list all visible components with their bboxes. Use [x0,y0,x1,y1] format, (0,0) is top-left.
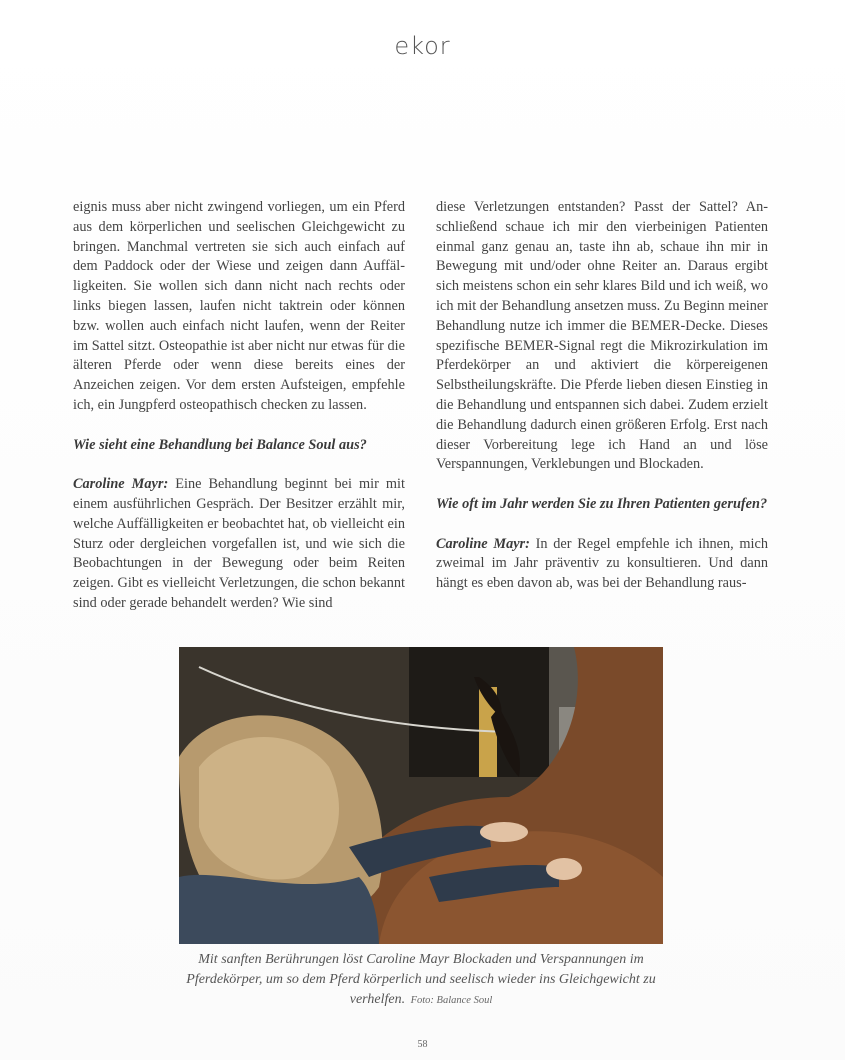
caption-text: Mit sanften Berührungen löst Caroline Mayr Blockaden und Verspannungen im Pferdekörper, um so dem Pferd körperlich und seelisch wieder ins Gleichgewicht zu verhelfen. [186,952,656,1007]
paragraph: diese Verletzungen entstanden? Passt der Sattel? Anschließend schaue ich mir den vierbeinigen Patienten einmal ganz genau an, taste ihn ab, schaue ihn mir in Bewegung mit und/oder ohne Reiter an. Daraus ergibt sich meistens schon ein sehr klares Bild und ich weiß, wo ich mit der Behandlung ansetzen muss. Zu Beginn meiner Behandlung nutze ich immer die BEMER-Decke. Dieses spezifische BEMER-Signal regt die Mikrozirkulation im Pferdekörper an und aktiviert die körpereigenen Selbstheilungskräfte. Die Pferde lieben diesen Einstieg in die Behandlung und entspannen sich dabei. Zudem erzielt die Behandlung dadurch einen größeren Erfolg. Erst nach dieser Vorbereitung lege ich Hand an und löse Verspannungen, Verklebungen und Blockaden. [436,199,768,473]
article-column-left [73,198,405,614]
page-number: 58 [417,1039,428,1050]
interview-question: Wie sieht eine Behandlung bei Balance Soul aus? [73,436,367,453]
photo-credit: Foto: Balance Soul [410,995,493,1006]
speaker-name: Caroline Mayr: [436,535,530,552]
magazine-logo: ekor [394,32,451,60]
paragraph: eignis muss aber nicht zwingend vorliegen, um ein Pferd aus dem körperlichen und seelischen Gleichgewicht zu bringen. Manchmal vertreten sie sich auch einfach auf dem Paddock oder der Wiese und zeigen dann Auffälligkeiten. Sie wollen sich dann nicht nach rechts oder links biegen lassen, laufen nicht taktrein oder können bzw. wollen auch einfach nicht laufen, wenn der Reiter im Sattel sitzt. Osteopathie ist aber nicht nur etwas für die älteren Pferde oder wenn diese bereits eines der Anzeichen zeigen. Vor dem ersten Aufsteigen, empfehle ich, ein Jungpferd osteopathisch checken zu lassen. [73,199,405,413]
interview-answer [436,535,768,594]
speaker-name: Caroline Mayr: [73,476,169,493]
article-photo [179,647,663,944]
article-column-right [436,198,768,594]
answer-text: Eine Behandlung beginnt bei mir mit einem ausführlichen Gespräch. Der Besitzer erzählt mir, welche Auffälligkeiten er beobachtet hat, ob vielleicht ein Sturz oder dergleichen vorgefallen ist, und wie sich die Beobachtungen in der Bewegung oder beim Reiten zeigen. Gibt es vielleicht Verletzungen, die schon bekannt sind oder gerade behandelt werden? Wie sind [73,476,405,611]
photo-illustration [179,647,663,944]
interview-question: Wie oft im Jahr werden Sie zu Ihren Patienten gerufen? [436,495,768,512]
answer-text: In der Regel empfehle ich ihnen, mich zweimal im Jahr präventiv zu konsultieren. Und dann hängt es eben davon ab, was bei der Behandlung raus- [436,535,768,592]
interview-answer [73,475,405,614]
photo-caption [179,950,663,1011]
